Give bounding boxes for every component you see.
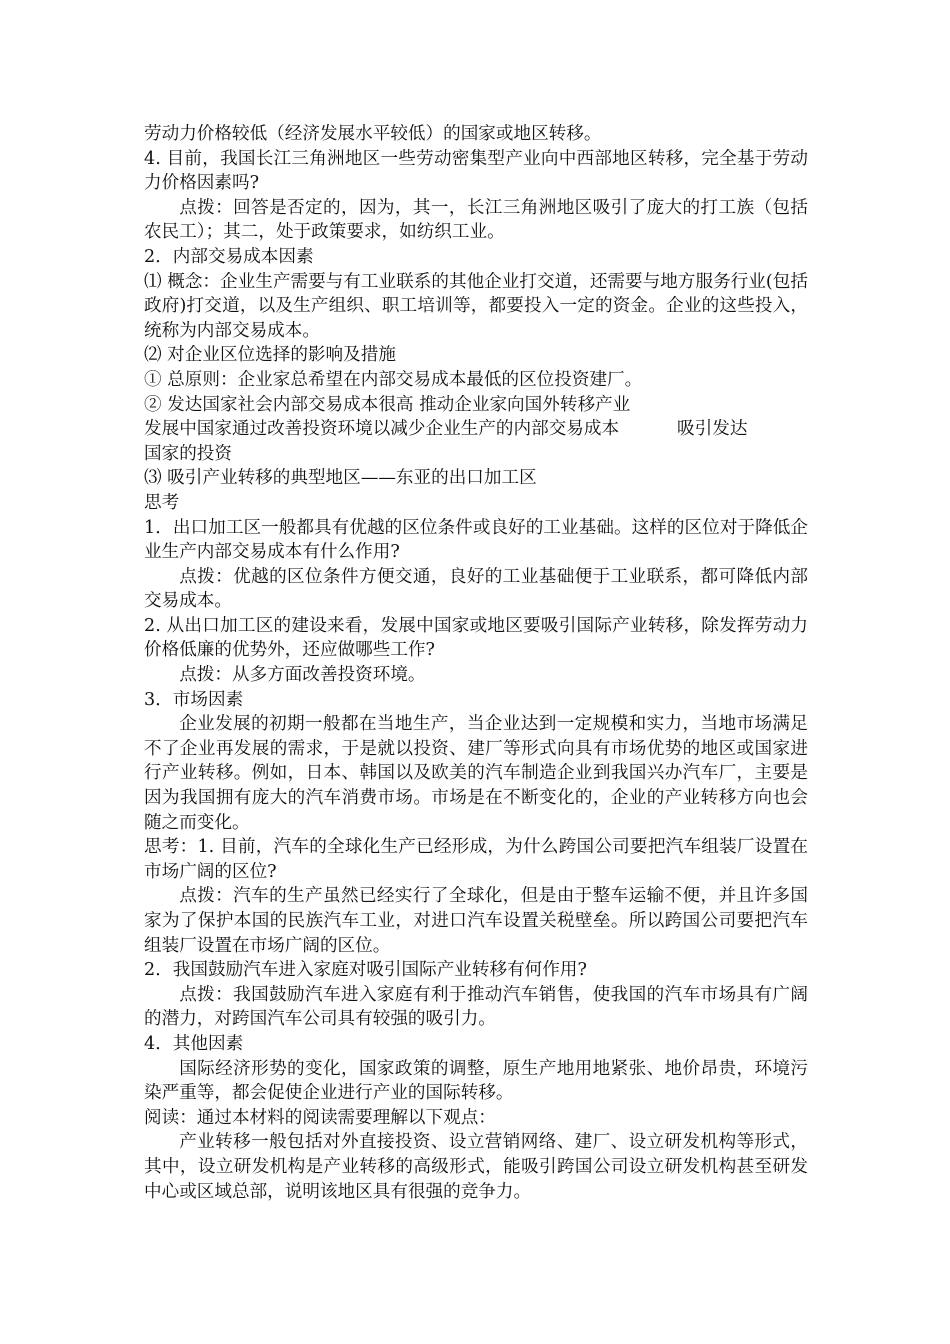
- paragraph: 4．其他因素: [144, 1033, 244, 1054]
- paragraph: 国家的投资: [144, 443, 232, 464]
- paragraph: 阅读：通过本材料的阅读需要理解以下观点：: [144, 1107, 496, 1128]
- split-line-right: 吸引发达: [677, 419, 748, 440]
- paragraph: 3．市场因素: [144, 689, 244, 710]
- paragraph: ⑵ 对企业区位选择的影响及措施: [144, 345, 396, 366]
- paragraph: 点拨：从多方面改善投资环境。: [179, 665, 426, 686]
- paragraph: 思考：1. 目前，汽车的全球化生产已经形成，为什么跨国公司要把汽车组装厂设置在市场广阔的区位?: [144, 837, 808, 882]
- paragraph: 2．内部交易成本因素: [144, 246, 314, 267]
- paragraph: 点拨：优越的区位条件方便交通，良好的工业基础便于工业联系，都可降低内部交易成本。: [144, 566, 808, 612]
- document-body: [144, 122, 808, 1204]
- paragraph: 1．出口加工区一般都具有优越的区位条件或良好的工业基础。这样的区位对于降低企业生产内部交易成本有什么作用?: [144, 517, 808, 563]
- paragraph: 劳动力价格较低（经济发展水平较低）的国家或地区转移。: [144, 124, 602, 144]
- paragraph: 国际经济形势的变化，国家政策的调整，原生产地用地紧张、地价昂贵，环境污染严重等，都会促使企业进行产业的国际转移。: [144, 1058, 808, 1104]
- paragraph: 4. 目前，我国长江三角洲地区一些劳动密集型产业向中西部地区转移，完全基于劳动力价格因素吗?: [144, 148, 808, 194]
- paragraph: 企业发展的初期一般都在当地生产，当企业达到一定规模和实力，当地市场满足不了企业再发展的需求，于是就以投资、建厂等形式向具有市场优势的地区或国家进行产业转移。例如，日本、韩国以及欧美的汽车制造企业到我国兴办汽车厂，主要是因为我国拥有庞大的汽车消费市场。市场是在不断变化的，企业的产业转移方向也会随之而变化。: [144, 714, 808, 833]
- split-line-left: 发展中国家通过改善投资环境以减少企业生产的内部交易成本: [144, 419, 620, 440]
- paragraph: ① 总原则：企业家总希望在内部交易成本最低的区位投资建厂。: [144, 369, 643, 390]
- paragraph: 产业转移一般包括对外直接投资、设立营销网络、建厂、设立研发机构等形式，其中，设立研发机构是产业转移的高级形式，能吸引跨国公司设立研发机构甚至研发中心或区域总部，说明该地区具有很强的竞争力。: [144, 1132, 808, 1202]
- paragraph: 2. 从出口加工区的建设来看，发展中国家或地区要吸引国际产业转移，除发挥劳动力价格低廉的优势外，还应做哪些工作?: [144, 615, 808, 661]
- text-block-2: [144, 442, 808, 1204]
- paragraph: ⑶ 吸引产业转移的典型地区——东亚的出口加工区: [144, 468, 537, 489]
- paragraph: 点拨：我国鼓励汽车进入家庭有利于推动汽车销售，使我国的汽车市场具有广阔的潜力，对跨国汽车公司具有较强的吸引力。: [144, 984, 808, 1030]
- paragraph: 点拨：回答是否定的，因为，其一，长江三角洲地区吸引了庞大的打工族（包括农民工）；其二，处于政策要求，如纺织工业。: [144, 197, 808, 243]
- paragraph: 思考: [144, 492, 180, 513]
- split-line: [144, 417, 808, 442]
- text-block-1: [144, 122, 808, 417]
- paragraph: ⑴ 概念：企业生产需要与有工业联系的其他企业打交道，还需要与地方服务行业(包括政府)打交道，以及生产组织、职工培训等，都要投入一定的资金。企业的这些投入，统称为内部交易成本。: [144, 271, 808, 341]
- paragraph: 点拨：汽车的生产虽然已经实行了全球化，但是由于整车运输不便，并且许多国家为了保护本国的民族汽车工业，对进口汽车设置关税壁垒。所以跨国公司要把汽车组装厂设置在市场广阔的区位。: [144, 886, 808, 956]
- paragraph: ② 发达国家社会内部交易成本很高 推动企业家向国外转移产业: [144, 394, 631, 415]
- paragraph: 2．我国鼓励汽车进入家庭对吸引国际产业转移有何作用?: [144, 960, 587, 981]
